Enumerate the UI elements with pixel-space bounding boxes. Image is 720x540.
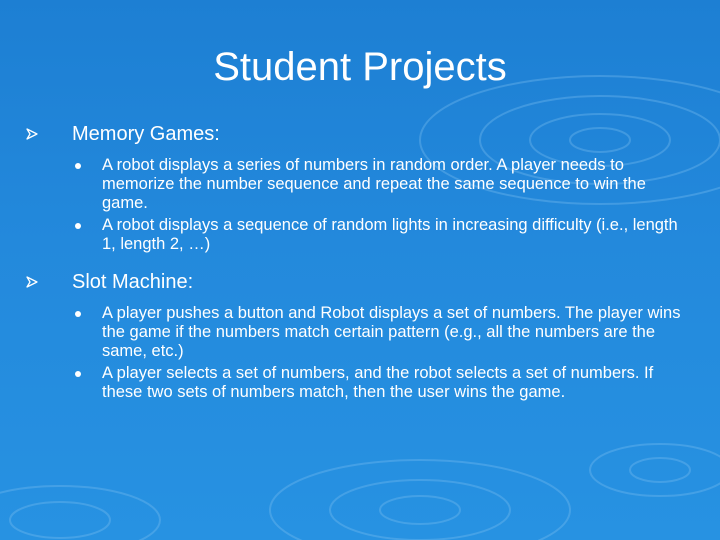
list-item-label: Memory Games: bbox=[72, 123, 220, 145]
sub-list-item bbox=[72, 364, 690, 402]
sub-list-item bbox=[72, 216, 690, 254]
slide-title: Student Projects bbox=[213, 45, 507, 89]
sub-list-item bbox=[72, 156, 690, 213]
sub-list bbox=[72, 304, 690, 402]
sub-list bbox=[72, 156, 690, 254]
sub-list-item-text: A player pushes a button and Robot displays a set of numbers. The player wins the game if the numbers match certain pattern (e.g., all the numbers are the same, etc.) bbox=[102, 304, 681, 360]
list-item bbox=[26, 268, 690, 402]
arrowhead-bullet-icon bbox=[26, 276, 38, 288]
arrowhead-bullet-icon bbox=[26, 128, 38, 140]
dot-bullet-icon bbox=[75, 223, 81, 229]
dot-bullet-icon bbox=[75, 163, 81, 169]
dot-bullet-icon bbox=[75, 311, 81, 317]
sub-list-item-text: A robot displays a series of numbers in random order. A player needs to memorize the number sequence and repeat the same sequence to win the game. bbox=[102, 156, 646, 212]
dot-bullet-icon bbox=[75, 371, 81, 377]
sub-list-item-text: A robot displays a sequence of random lights in increasing difficulty (i.e., length 1, length 2, …) bbox=[102, 216, 678, 253]
sub-list-item-text: A player selects a set of numbers, and the robot selects a set of numbers. If these two sets of numbers match, then the user wins the game. bbox=[102, 364, 654, 401]
sub-list-item bbox=[72, 304, 690, 361]
bullet-list bbox=[26, 120, 690, 412]
list-item-label: Slot Machine: bbox=[72, 271, 194, 293]
list-item bbox=[26, 120, 690, 254]
